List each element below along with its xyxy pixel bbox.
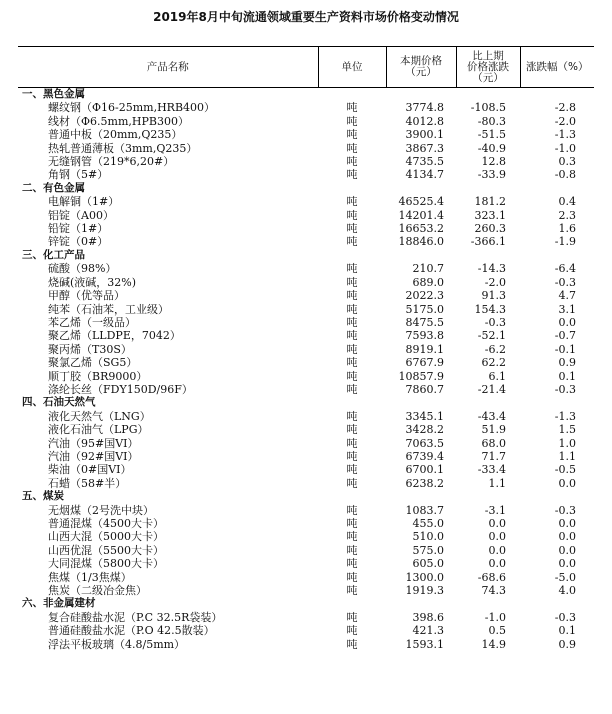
price-change-cell: 323.1 <box>474 208 506 222</box>
product-name-cell: 普通混煤（4500大卡） <box>48 517 164 530</box>
table-row <box>18 638 594 651</box>
change-percent-cell: 3.1 <box>558 302 576 316</box>
product-name-cell: 硫酸（98%） <box>48 262 117 276</box>
unit-cell: 吨 <box>346 302 358 316</box>
current-price-cell: 2022.3 <box>405 289 444 303</box>
change-percent-cell: 0.0 <box>558 476 576 490</box>
unit-cell: 吨 <box>346 436 358 450</box>
unit-cell: 吨 <box>346 329 358 343</box>
unit-cell: 吨 <box>346 624 358 638</box>
change-percent-cell: -2.8 <box>554 101 576 115</box>
price-table <box>18 46 594 651</box>
change-percent-cell: 0.9 <box>558 637 576 651</box>
price-change-cell: -3.1 <box>484 503 506 517</box>
price-change-cell: -33.4 <box>477 463 506 477</box>
unit-cell: 吨 <box>346 557 358 571</box>
change-percent-cell: -2.0 <box>554 114 576 128</box>
current-price-cell: 4134.7 <box>405 168 444 182</box>
table-row <box>18 276 594 289</box>
current-price-cell: 18846.0 <box>398 235 444 249</box>
product-name-cell: 焦煤（1/3焦煤） <box>48 570 132 584</box>
change-percent-cell: -0.8 <box>554 168 576 182</box>
change-percent-cell: 0.0 <box>558 315 576 329</box>
unit-cell: 吨 <box>346 463 358 477</box>
price-change-cell: 0.5 <box>488 624 506 638</box>
price-change-cell: 51.9 <box>481 423 506 437</box>
table-header-row <box>18 47 594 88</box>
change-percent-cell: 1.0 <box>558 436 576 450</box>
product-name-cell: 聚氯乙烯（SG5） <box>48 356 138 370</box>
price-change-cell: -43.4 <box>477 409 506 423</box>
change-percent-cell: -0.3 <box>554 382 576 396</box>
table-row <box>18 262 594 275</box>
unit-cell: 吨 <box>346 423 358 437</box>
current-price-cell: 7593.8 <box>405 329 444 343</box>
price-change-cell: 6.1 <box>488 369 506 383</box>
header-unit: 单位 <box>318 47 386 88</box>
section-header-row <box>18 490 594 503</box>
product-name-cell: 柴油（0#国VI） <box>48 463 132 477</box>
table-row <box>18 450 594 463</box>
unit-cell: 吨 <box>346 543 358 557</box>
current-price-cell: 1083.7 <box>405 503 444 517</box>
table-row <box>18 168 594 181</box>
current-price-cell: 7860.7 <box>405 382 444 396</box>
current-price-cell: 4735.5 <box>405 155 444 169</box>
product-name-cell: 铝锭（A00） <box>48 208 114 222</box>
table-row <box>18 101 594 114</box>
product-name-cell: 石蜡（58#半） <box>48 476 127 490</box>
product-name-cell: 热轧普通薄板（3mm,Q235） <box>48 141 198 155</box>
header-change-percent: 涨跌幅（%） <box>520 47 594 88</box>
current-price-cell: 3867.3 <box>405 141 444 155</box>
price-change-cell: 260.3 <box>474 222 506 236</box>
price-change-cell: -0.3 <box>484 315 506 329</box>
product-name-cell: 山西大混（5000大卡） <box>48 530 164 544</box>
current-price-cell: 46525.4 <box>398 195 444 209</box>
unit-cell: 吨 <box>346 222 358 236</box>
change-percent-cell: -1.9 <box>554 235 576 249</box>
product-name-cell: 无烟煤（2号洗中块） <box>48 503 154 517</box>
section-title: 三、化工产品 <box>22 248 85 261</box>
table-row <box>18 544 594 557</box>
table-row <box>18 557 594 570</box>
unit-cell: 吨 <box>346 262 358 276</box>
unit-cell: 吨 <box>346 503 358 517</box>
price-change-cell: 0.0 <box>488 557 506 571</box>
section-title: 一、黑色金属 <box>22 88 85 100</box>
price-change-cell: -21.4 <box>477 382 506 396</box>
product-name-cell: 大同混煤（5800大卡） <box>48 557 164 571</box>
section-header-row <box>18 182 594 195</box>
price-change-cell: 181.2 <box>474 195 506 209</box>
current-price-cell: 455.0 <box>412 517 444 530</box>
price-change-cell: -108.5 <box>470 101 506 115</box>
price-change-cell: 1.1 <box>488 476 506 490</box>
change-percent-cell: 0.1 <box>558 369 576 383</box>
price-change-cell: -52.1 <box>477 329 506 343</box>
current-price-cell: 6739.4 <box>405 449 444 463</box>
table-row <box>18 571 594 584</box>
product-name-cell: 烧碱(液碱，32%) <box>48 275 137 289</box>
change-percent-cell: -0.3 <box>554 275 576 289</box>
product-name-cell: 焦炭（二级冶金焦） <box>48 584 147 598</box>
current-price-cell: 4012.8 <box>405 114 444 128</box>
price-change-cell: -40.9 <box>477 141 506 155</box>
change-percent-cell: -0.3 <box>554 610 576 624</box>
current-price-cell: 1300.0 <box>405 570 444 584</box>
price-change-cell: -366.1 <box>470 235 506 249</box>
section-header-row <box>18 396 594 409</box>
table-row <box>18 195 594 208</box>
change-percent-cell: 0.0 <box>558 517 576 530</box>
table-row <box>18 383 594 396</box>
table-row <box>18 209 594 222</box>
unit-cell: 吨 <box>346 235 358 249</box>
current-price-cell: 10857.9 <box>398 369 444 383</box>
change-percent-cell: -0.3 <box>554 503 576 517</box>
current-price-cell: 398.6 <box>412 610 444 624</box>
price-change-cell: 0.0 <box>488 517 506 530</box>
product-name-cell: 普通硅酸盐水泥（P.O 42.5散装） <box>48 624 215 638</box>
header-price-change: 比上期 价格涨跌 （元） <box>456 47 520 88</box>
table-row <box>18 370 594 383</box>
current-price-cell: 8475.5 <box>405 315 444 329</box>
unit-cell: 吨 <box>346 289 358 303</box>
current-price-cell: 6767.9 <box>405 356 444 370</box>
header-current-price: 本期价格 （元） <box>386 47 456 88</box>
table-row <box>18 316 594 329</box>
current-price-cell: 575.0 <box>412 543 444 557</box>
unit-cell: 吨 <box>346 570 358 584</box>
product-name-cell: 线材（Φ6.5mm,HPB300） <box>48 114 189 128</box>
current-price-cell: 421.3 <box>412 624 444 638</box>
price-change-cell: -51.5 <box>477 128 506 142</box>
price-change-cell: -6.2 <box>484 342 506 356</box>
table-row <box>18 584 594 597</box>
product-name-cell: 顺丁胶（BR9000） <box>48 369 148 383</box>
change-percent-cell: 0.9 <box>558 356 576 370</box>
unit-cell: 吨 <box>346 476 358 490</box>
product-name-cell: 涤纶长丝（FDY150D/96F） <box>48 382 193 396</box>
change-percent-cell: -0.7 <box>554 329 576 343</box>
section-header-row <box>18 597 594 610</box>
change-percent-cell: -0.1 <box>554 342 576 356</box>
unit-cell: 吨 <box>346 382 358 396</box>
section-title: 四、石油天然气 <box>22 396 96 409</box>
unit-cell: 吨 <box>346 155 358 169</box>
current-price-cell: 5175.0 <box>405 302 444 316</box>
table-row <box>18 289 594 302</box>
price-change-cell: -1.0 <box>484 610 506 624</box>
change-percent-cell: 4.0 <box>558 584 576 598</box>
change-percent-cell: -0.5 <box>554 463 576 477</box>
current-price-cell: 6700.1 <box>405 463 444 477</box>
price-change-cell: -2.0 <box>484 275 506 289</box>
change-percent-cell: -5.0 <box>554 570 576 584</box>
table-row <box>18 423 594 436</box>
price-change-cell: 62.2 <box>481 356 506 370</box>
unit-cell: 吨 <box>346 128 358 142</box>
product-name-cell: 电解铜（1#） <box>48 195 120 209</box>
product-name-cell: 螺纹钢（Φ16-25mm,HRB400） <box>48 101 216 115</box>
change-percent-cell: 2.3 <box>558 208 576 222</box>
current-price-cell: 1919.3 <box>405 584 444 598</box>
table-row <box>18 235 594 248</box>
section-title: 五、煤炭 <box>22 490 64 503</box>
change-percent-cell: 1.5 <box>558 423 576 437</box>
unit-cell: 吨 <box>346 342 358 356</box>
table-row <box>18 624 594 637</box>
product-name-cell: 液化石油气（LPG） <box>48 423 149 437</box>
unit-cell: 吨 <box>346 141 358 155</box>
unit-cell: 吨 <box>346 584 358 598</box>
change-percent-cell: 0.4 <box>558 195 576 209</box>
price-change-cell: -14.3 <box>477 262 506 276</box>
price-change-cell: -33.9 <box>477 168 506 182</box>
current-price-cell: 7063.5 <box>405 436 444 450</box>
current-price-cell: 16653.2 <box>398 222 444 236</box>
table-row <box>18 329 594 342</box>
unit-cell: 吨 <box>346 315 358 329</box>
unit-cell: 吨 <box>346 409 358 423</box>
change-percent-cell: -1.3 <box>554 128 576 142</box>
change-percent-cell: 0.0 <box>558 557 576 571</box>
product-name-cell: 汽油（95#国VI） <box>48 436 139 450</box>
unit-cell: 吨 <box>346 101 358 115</box>
product-name-cell: 无缝钢管（219*6,20#） <box>48 155 175 169</box>
table-row <box>18 477 594 490</box>
table-row <box>18 410 594 423</box>
price-change-cell: 71.7 <box>481 449 506 463</box>
unit-cell: 吨 <box>346 168 358 182</box>
product-name-cell: 角钢（5#） <box>48 168 109 182</box>
table-row <box>18 115 594 128</box>
current-price-cell: 14201.4 <box>398 208 444 222</box>
table-row <box>18 611 594 624</box>
table-row <box>18 222 594 235</box>
unit-cell: 吨 <box>346 637 358 651</box>
change-percent-cell: 0.0 <box>558 530 576 544</box>
product-name-cell: 普通中板（20mm,Q235） <box>48 128 183 142</box>
section-title: 二、有色金属 <box>22 181 85 194</box>
table-row <box>18 155 594 168</box>
unit-cell: 吨 <box>346 610 358 624</box>
current-price-cell: 3900.1 <box>405 128 444 142</box>
product-name-cell: 浮法平板玻璃（4.8/5mm） <box>48 637 186 651</box>
product-name-cell: 锌锭（0#） <box>48 235 109 249</box>
unit-cell: 吨 <box>346 449 358 463</box>
product-name-cell: 山西优混（5500大卡） <box>48 543 164 557</box>
section-header-row <box>18 249 594 262</box>
table-body <box>18 88 594 652</box>
product-name-cell: 聚乙烯（LLDPE，7042） <box>48 329 181 343</box>
table-row <box>18 128 594 141</box>
table-row <box>18 517 594 530</box>
table-row <box>18 356 594 369</box>
product-name-cell: 纯苯（石油苯，工业级） <box>48 302 169 316</box>
unit-cell: 吨 <box>346 356 358 370</box>
product-name-cell: 复合硅酸盐水泥（P.C 32.5R袋装） <box>48 610 223 624</box>
table-row <box>18 303 594 316</box>
unit-cell: 吨 <box>346 517 358 530</box>
change-percent-cell: 4.7 <box>558 289 576 303</box>
current-price-cell: 3345.1 <box>405 409 444 423</box>
price-change-cell: 12.8 <box>481 155 506 169</box>
change-percent-cell: 0.0 <box>558 543 576 557</box>
unit-cell: 吨 <box>346 114 358 128</box>
current-price-cell: 1593.1 <box>405 637 444 651</box>
price-change-cell: -68.6 <box>477 570 506 584</box>
table-row <box>18 463 594 476</box>
section-title: 六、非金属建材 <box>22 597 96 610</box>
table-row <box>18 530 594 543</box>
change-percent-cell: 0.3 <box>558 155 576 169</box>
price-change-cell: 91.3 <box>481 289 506 303</box>
change-percent-cell: 1.6 <box>558 222 576 236</box>
change-percent-cell: -1.3 <box>554 409 576 423</box>
current-price-cell: 510.0 <box>412 530 444 544</box>
current-price-cell: 8919.1 <box>405 342 444 356</box>
header-product-name: 产品名称 <box>18 47 318 88</box>
price-change-cell: 14.9 <box>481 637 506 651</box>
current-price-cell: 6238.2 <box>405 476 444 490</box>
current-price-cell: 3428.2 <box>405 423 444 437</box>
table-row <box>18 343 594 356</box>
change-percent-cell: -6.4 <box>554 262 576 276</box>
page-title: 2019年8月中旬流通领域重要生产资料市场价格变动情况 <box>153 10 459 24</box>
price-change-cell: 0.0 <box>488 543 506 557</box>
product-name-cell: 铅锭（1#） <box>48 222 109 236</box>
current-price-cell: 605.0 <box>412 557 444 571</box>
change-percent-cell: 1.1 <box>558 449 576 463</box>
unit-cell: 吨 <box>346 369 358 383</box>
unit-cell: 吨 <box>346 530 358 544</box>
price-change-cell: 0.0 <box>488 530 506 544</box>
unit-cell: 吨 <box>346 275 358 289</box>
product-name-cell: 甲醇（优等品） <box>48 289 125 303</box>
change-percent-cell: 0.1 <box>558 624 576 638</box>
table-row <box>18 142 594 155</box>
unit-cell: 吨 <box>346 208 358 222</box>
price-change-cell: 68.0 <box>481 436 506 450</box>
product-name-cell: 聚丙烯（T30S） <box>48 342 132 356</box>
current-price-cell: 210.7 <box>412 262 444 276</box>
product-name-cell: 汽油（92#国VI） <box>48 449 139 463</box>
product-name-cell: 苯乙烯（一级品） <box>48 315 136 329</box>
table-row <box>18 437 594 450</box>
current-price-cell: 3774.8 <box>405 101 444 115</box>
unit-cell: 吨 <box>346 195 358 209</box>
current-price-cell: 689.0 <box>412 275 444 289</box>
product-name-cell: 液化天然气（LNG） <box>48 409 151 423</box>
price-change-cell: 154.3 <box>474 302 506 316</box>
price-change-cell: 74.3 <box>481 584 506 598</box>
section-header-row <box>18 88 594 102</box>
change-percent-cell: -1.0 <box>554 141 576 155</box>
price-change-cell: -80.3 <box>477 114 506 128</box>
table-row <box>18 504 594 517</box>
